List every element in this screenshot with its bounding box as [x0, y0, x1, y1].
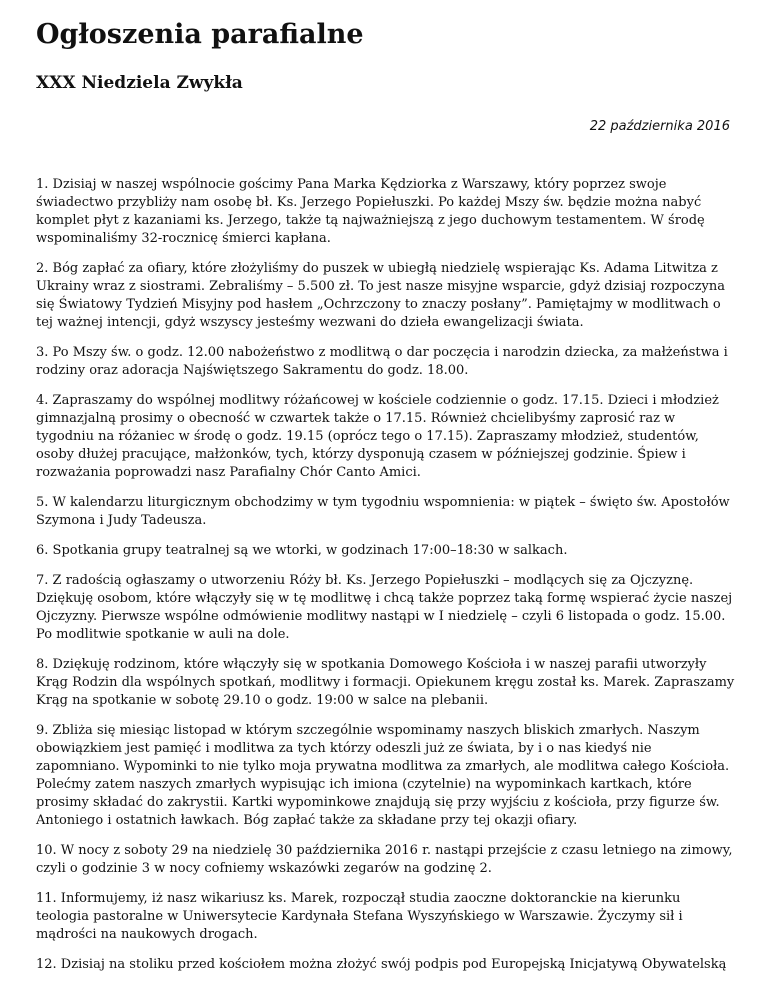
- announcement-4: 4. Zapraszamy do wspólnej modlitwy różańcowej w kościele codziennie o godz. 17.15. Dzieci i młodzież gimnazjalną prosimy o obecność w czwartek także o 17.15. Również chcielibyśmy zaprosić raz w tygodniu na różaniec w środę o godz. 19.15 (oprócz tego o 17.15). Zapraszamy młodzież, studentów, osoby dłużej pracujące, małżonków, tych, którzy dysponują czasem w późniejszej godzinie. Śpiew i rozważania poprowadzi nasz Parafialny Chór Canto Amici.: [36, 393, 719, 480]
- announcement-9: 9. Zbliża się miesiąc listopad w którym szczególnie wspominamy naszych bliskich zmarłych. Naszym obowiązkiem jest pamięć i modlitwa za tych którzy odeszli już ze świata, by i o nas kiedyś nie zapomniano. Wypominki to nie tylko moja prywatna modlitwa za zmarłych, ale modlitwa całego Kościoła. Polećmy zatem naszych zmarłych wypisując ich imiona (czytelnie) na wypominkach kartkach, które prosimy składać do zakrystii. Kartki wypominkowe znajdują się przy wyjściu z kościoła, przy figurze św. Antoniego i ostatnich ławkach. Bóg zapłać także za składane przy tej okazji ofiary.: [36, 723, 730, 828]
- announcement-10: 10. W nocy z soboty 29 na niedzielę 30 października 2016 r. nastąpi przejście z czasu letniego na zimowy, czyli o godzinie 3 w nocy cofniemy wskazówki zegarów na godzinę 2.: [36, 843, 733, 876]
- document-page: [36, 18, 736, 986]
- announcement-12: 12. Dzisiaj na stoliku przed kościołem można złożyć swój podpis pod Europejską Inicjatywą Obywatelską: [36, 957, 727, 972]
- page-title: Ogłoszenia parafialne: [36, 19, 364, 50]
- announcement-8: 8. Dziękuję rodzinom, które włączyły się w spotkania Domowego Kościoła i w naszej parafii utworzyły Krąg Rodzin dla wspólnych spotkań, modlitwy i formacji. Opiekunem kręgu został ks. Marek. Zapraszamy Krąg na spotkanie w sobotę 29.10 o godz. 19:00 w salce na plebanii.: [36, 657, 735, 708]
- announcement-2: 2. Bóg zapłać za ofiary, które złożyliśmy do puszek w ubiegłą niedzielę wspierając Ks. Adama Litwitza z Ukrainy wraz z siostrami. Zebraliśmy – 5.500 zł. To jest nasze misyjne wsparcie, gdyż dzisiaj rozpoczyna się Światowy Tydzień Misyjny pod hasłem „Ochrzczony to znaczy posłany”. Pamiętajmy w modlitwach o tej ważnej intencji, gdyż wszyscy jesteśmy wezwani do dzieła ewangelizacji świata.: [36, 261, 725, 330]
- announcement-11: 11. Informujemy, iż nasz wikariusz ks. Marek, rozpoczął studia zaoczne doktoranckie na kierunku teologia pastoralne w Uniwersytecie Kardynała Stefana Wyszyńskiego w Warszawie. Życzymy sił i mądrości na naukowych drogach.: [36, 891, 683, 942]
- date-line: 22 października 2016: [589, 119, 730, 134]
- announcements-list: [36, 176, 736, 974]
- announcement-7: 7. Z radością ogłaszamy o utworzeniu Róży bł. Ks. Jerzego Popiełuszki – modlących się za Ojczyznę. Dziękuję osobom, które włączyły się w tę modlitwę i chcą także poprzez taką formę wspierać życie naszej Ojczyzny. Pierwsze wspólne odmówienie modlitwy nastąpi w I niedzielę – czyli 6 listopada o godz. 15.00. Po modlitwie spotkanie w auli na dole.: [36, 573, 733, 642]
- announcement-3: 3. Po Mszy św. o godz. 12.00 nabożeństwo z modlitwą o dar poczęcia i narodzin dziecka, za małżeństwa i rodziny oraz adoracja Najświętszego Sakramentu do godz. 18.00.: [36, 345, 728, 378]
- page-subtitle: XXX Niedziela Zwykła: [36, 73, 243, 93]
- announcement-1: 1. Dzisiaj w naszej wspólnocie gościmy Pana Marka Kędziorka z Warszawy, który poprzez swoje świadectwo przybliży nam osobę bł. Ks. Jerzego Popiełuszki. Po każdej Mszy św. będzie można nabyć komplet płyt z kazaniami ks. Jerzego, także tą najważniejszą z jego duchowym testamentem. W środę wspominaliśmy 32-rocznicę śmierci kapłana.: [36, 177, 705, 246]
- announcement-5: 5. W kalendarzu liturgicznym obchodzimy w tym tygodniu wspomnienia: w piątek – święto św. Apostołów Szymona i Judy Tadeusza.: [36, 495, 730, 528]
- announcement-6: 6. Spotkania grupy teatralnej są we wtorki, w godzinach 17:00–18:30 w salkach.: [36, 543, 568, 558]
